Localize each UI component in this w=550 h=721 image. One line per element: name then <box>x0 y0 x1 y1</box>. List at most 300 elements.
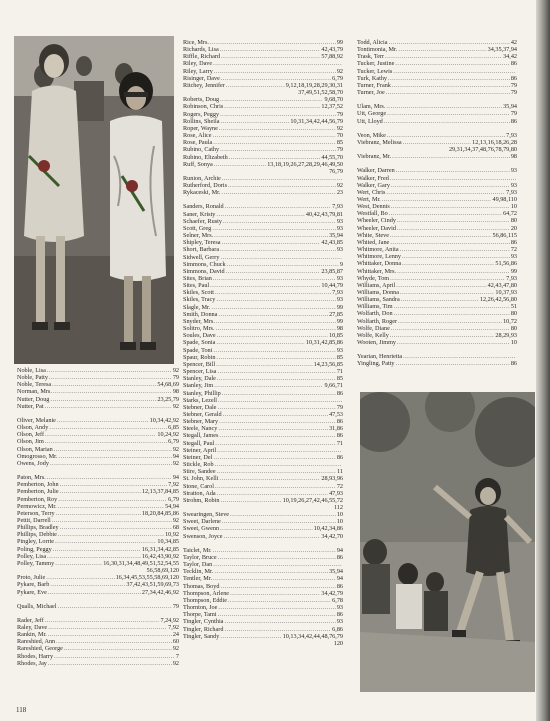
entry-pages: 68 <box>172 524 179 532</box>
index-entry <box>183 626 343 633</box>
leader-dots <box>52 381 156 388</box>
leader-dots <box>45 431 156 438</box>
entry-pages: 86 <box>336 582 343 590</box>
entry-pages: 10,72 <box>503 317 517 325</box>
leader-dots <box>223 218 336 225</box>
entry-name: Strohm, Robin <box>183 496 220 504</box>
entry-pages: 93 <box>336 604 343 612</box>
leader-dots <box>221 75 331 82</box>
entry-pages: 7 <box>175 652 179 660</box>
entry-pages: 28,29,93 <box>495 331 517 339</box>
entry-name: Sweet, Gwenn <box>183 525 220 533</box>
leader-dots <box>387 132 505 139</box>
index-entry <box>17 403 179 410</box>
entry-pages: 6,85 <box>168 424 179 432</box>
entry-pages: 86 <box>336 418 343 426</box>
index-entry <box>17 603 179 610</box>
entry-pages: 79 <box>172 602 179 610</box>
entry-pages: 35,94 <box>329 232 343 240</box>
entry-name: Stebner, Gerald <box>183 410 222 418</box>
entry-pages: 99 <box>336 303 343 311</box>
leader-dots <box>216 318 336 325</box>
entry-pages: 86 <box>336 432 343 440</box>
index-entry <box>357 268 517 275</box>
index-entry <box>357 246 517 253</box>
index-entry <box>357 339 517 346</box>
entry-name: Pemberton, John <box>17 481 59 489</box>
entry-name: Nutter, Pat <box>17 402 44 410</box>
entry-pages: 9 <box>339 260 343 268</box>
leader-dots <box>220 583 335 590</box>
leader-dots <box>214 161 266 168</box>
entry-name: Stratton, Ada <box>183 489 216 497</box>
entry-pages: 29,31,34,37,48,76,78,79,80 <box>448 146 517 154</box>
leader-dots <box>397 268 510 275</box>
leader-dots <box>218 425 328 432</box>
entry-name: Tingler, Sandy <box>183 632 220 640</box>
entry-pages: 86 <box>336 389 343 397</box>
entry-name: Soules, Dave <box>183 332 216 340</box>
entry-pages: 40,42,43,79,81 <box>305 210 343 218</box>
index-entry <box>183 511 343 518</box>
index-entry-continuation <box>183 168 343 175</box>
entry-pages: 9,66,71 <box>324 382 343 390</box>
entry-pages: 71 <box>336 368 343 376</box>
entry-pages: 72 <box>336 482 343 490</box>
index-entry <box>357 360 517 367</box>
entry-pages: 57,88,92 <box>321 53 343 61</box>
entry-name: Nutter, Doug <box>17 395 50 403</box>
entry-pages: 35,94 <box>503 103 517 111</box>
leader-dots <box>220 96 323 103</box>
entry-pages: 16,30,31,34,48,49,51,52,54,55 <box>103 559 179 567</box>
entry-name: Poling, Peggy <box>17 545 52 553</box>
entry-pages: 7,93 <box>332 203 343 211</box>
entry-pages: 85 <box>336 353 343 361</box>
entry-pages: 79 <box>172 374 179 382</box>
index-entry <box>183 189 343 196</box>
entry-pages: 14,23,56,85 <box>313 360 343 368</box>
index-entry <box>357 53 517 60</box>
entry-pages: 92 <box>336 182 343 190</box>
entry-name: Whited, Jane <box>357 238 390 246</box>
leader-dots <box>47 474 172 481</box>
entry-name: Stanley, Phillip <box>183 389 221 397</box>
entry-name: Rykaceski, Mr. <box>183 189 221 197</box>
entry-name: Spade, Sonia <box>183 339 216 347</box>
entry-pages: 92 <box>172 659 179 667</box>
index-entry <box>183 390 343 397</box>
entry-pages: 35,94 <box>329 568 343 576</box>
entry-name: Stebner, Mary <box>183 418 219 426</box>
entry-name: Wooten, Jimmy <box>357 339 397 347</box>
entry-pages: 27,85 <box>329 310 343 318</box>
leader-dots <box>54 446 172 453</box>
entry-name: Stegall, James <box>183 432 219 440</box>
leader-dots <box>391 203 510 210</box>
leader-dots <box>391 182 510 189</box>
entry-name: Simmons, David <box>183 267 225 275</box>
entry-name: Raley, Dave <box>17 624 48 631</box>
index-entry <box>183 568 343 575</box>
leader-dots <box>52 517 172 524</box>
entry-name: Rareshied, Ann <box>17 638 56 646</box>
leader-dots <box>386 103 502 110</box>
entry-name: Tingler, Cynthia <box>183 618 224 626</box>
entry-pages: 12,13,16,18,26,28 <box>472 138 517 146</box>
index-entry <box>183 590 343 597</box>
leader-dots <box>219 418 336 425</box>
entry-pages: 34,42,79 <box>321 589 343 597</box>
leader-dots <box>215 483 336 490</box>
entry-name: Olson, Andy <box>17 424 49 432</box>
leader-dots <box>218 554 336 561</box>
leader-dots <box>224 103 320 110</box>
index-column-1 <box>17 367 179 667</box>
entry-pages: 10,44,79 <box>321 282 343 290</box>
leader-dots <box>213 60 342 67</box>
leader-dots <box>393 68 516 75</box>
entry-pages: 93 <box>336 346 343 354</box>
entry-pages: 86 <box>510 74 517 82</box>
entry-name: Yearian, Henrietta <box>357 353 403 361</box>
entry-pages: 12,26,42,56,80 <box>479 296 517 304</box>
entry-pages: 85 <box>336 375 343 383</box>
entry-name: Rhodes, Harry <box>17 652 54 660</box>
entry-name: Owens, Jody <box>17 459 49 467</box>
entry-pages: 10,37,93 <box>495 289 517 296</box>
entry-pages: 70 <box>336 132 343 140</box>
index-entry <box>17 431 179 438</box>
leader-dots <box>46 574 114 581</box>
entry-pages: 92 <box>172 459 179 467</box>
index-entry <box>357 75 517 82</box>
index-entry <box>183 483 343 490</box>
leader-dots <box>391 325 510 332</box>
entry-name: Proto, Julie <box>17 574 46 582</box>
index-entry <box>183 454 343 461</box>
entry-pages: 93 <box>336 246 343 254</box>
entry-name: Wert, Chris <box>357 188 386 196</box>
entry-pages: 93 <box>336 296 343 304</box>
entry-pages: 37,42,43,51,59,69,73 <box>126 581 179 589</box>
leader-dots <box>214 568 328 575</box>
entry-name: Rhodes, Jay <box>17 659 47 667</box>
entry-pages: 6,79 <box>168 438 179 446</box>
index-entry <box>357 46 517 53</box>
index-gap <box>17 410 179 417</box>
entry-name: Runion, Archie <box>183 174 221 182</box>
page-number: 118 <box>16 706 27 714</box>
leader-dots <box>49 374 172 381</box>
entry-name: Viebranz, Melissa <box>357 138 402 146</box>
entry-pages: 98 <box>336 325 343 333</box>
leader-dots <box>402 253 510 260</box>
entry-name: Olson, Jim <box>17 438 44 446</box>
index-entry <box>183 397 343 404</box>
entry-pages: 7,92 <box>168 481 179 489</box>
entry-pages: 49,98,110 <box>492 195 517 203</box>
entry-name: Stanley, Jim <box>183 382 214 390</box>
entry-pages: 9,12,18,19,28,29,30,31 <box>285 81 343 89</box>
index-entry <box>183 53 343 60</box>
leader-dots <box>222 518 336 525</box>
leader-dots <box>223 411 328 418</box>
leader-dots <box>382 196 492 203</box>
entry-name: Taiclet, Mr. <box>183 546 212 554</box>
entry-pages: 86 <box>336 553 343 561</box>
leader-dots <box>395 360 509 367</box>
entry-pages: 6,78 <box>332 596 343 604</box>
entry-name: Ritchey, Jennifer <box>183 81 225 89</box>
entry-pages: 51 <box>510 303 517 311</box>
entry-pages: 94 <box>172 474 179 482</box>
index-entry <box>357 110 517 117</box>
entry-name: Spencer, Lisa <box>183 368 217 376</box>
index-entry <box>17 653 179 660</box>
leader-dots <box>50 581 125 588</box>
leader-dots <box>403 353 516 360</box>
index-entry <box>183 461 343 468</box>
entry-pages: 86 <box>336 453 343 461</box>
entry-name: Smith, Donna <box>183 310 218 318</box>
index-entry <box>357 182 517 189</box>
entry-name: Veon, Mike <box>357 131 386 139</box>
leader-dots <box>213 547 336 554</box>
entry-name: West, Dennis <box>357 203 390 211</box>
entry-name: Sidwell, Gerry <box>183 253 220 261</box>
entry-pages: 92 <box>172 402 179 410</box>
index-entry <box>17 496 179 503</box>
entry-pages: 76,79 <box>329 167 343 175</box>
entry-pages: 10,24,92 <box>157 431 179 439</box>
index-entry <box>183 339 343 346</box>
leader-dots <box>50 396 156 403</box>
leader-dots <box>220 246 336 253</box>
leader-dots <box>58 603 172 610</box>
entry-name: Walker, Fred <box>357 174 389 182</box>
leader-dots <box>226 82 285 89</box>
index-entry <box>357 239 517 246</box>
entry-name: Thorpe, Tami <box>183 611 217 619</box>
index-entry <box>17 438 179 445</box>
entry-pages: 10 <box>510 203 517 211</box>
entry-name: Spaur, Robin <box>183 353 216 361</box>
leader-dots <box>53 388 172 395</box>
entry-name: Turk, Kathy <box>357 74 388 82</box>
entry-pages: 6,79 <box>332 74 343 82</box>
index-entry <box>357 139 517 146</box>
entry-pages: 92 <box>172 367 179 374</box>
leader-dots <box>219 432 335 439</box>
leader-dots <box>219 125 336 132</box>
entry-pages: 93 <box>510 167 517 175</box>
entry-name: Westfall, Bo <box>357 210 388 218</box>
leader-dots <box>396 282 486 289</box>
leader-dots <box>48 660 172 667</box>
entry-pages: 56,58,69,120 <box>146 567 179 575</box>
leader-dots <box>217 404 335 411</box>
entry-pages: 10,31,34,42,44,56,79 <box>290 117 343 125</box>
index-entry <box>183 311 343 318</box>
leader-dots <box>45 617 160 624</box>
entry-name: Selner, Mrs. <box>183 232 214 240</box>
entry-pages: 98 <box>510 153 517 161</box>
entry-name: Tucker, Justine <box>357 60 395 68</box>
leader-dots <box>219 475 320 482</box>
entry-name: Stebner, Dale <box>183 403 217 411</box>
leader-dots <box>397 225 510 232</box>
entry-name: Yingling, Patty <box>357 360 395 368</box>
entry-pages: 120 <box>333 639 343 647</box>
entry-pages: 42,43,85 <box>321 239 343 247</box>
leader-dots <box>390 232 492 239</box>
entry-name: Taylor, Dan <box>183 561 213 569</box>
entry-pages: 42,43,47,80 <box>487 281 517 289</box>
entry-name: Whitmore, Anita <box>357 246 399 254</box>
entry-pages: 71 <box>336 439 343 447</box>
entry-name: Swenson, Joyce <box>183 532 223 540</box>
entry-name: Roper, Wayne <box>183 124 218 132</box>
entry-name: Short, Barbara <box>183 246 220 254</box>
leader-dots <box>389 39 510 46</box>
entry-pages: 47,93 <box>329 489 343 497</box>
index-gap <box>17 596 179 603</box>
index-entry-continuation <box>183 504 343 511</box>
index-entry <box>183 583 343 590</box>
index-entry <box>17 538 179 545</box>
entry-name: Tingler, Richard <box>183 625 224 633</box>
leader-dots <box>230 511 336 518</box>
entry-pages: 24 <box>172 631 179 639</box>
entry-pages: 10,34,85 <box>157 538 179 546</box>
entry-pages: 28,93,96 <box>321 475 343 483</box>
entry-pages: 92 <box>336 124 343 132</box>
entry-name: Stegall, Paul <box>183 439 215 447</box>
index-entry <box>357 332 517 339</box>
entry-pages: 12,37,52 <box>321 103 343 111</box>
index-entry <box>17 453 179 460</box>
entry-pages: 79 <box>510 110 517 118</box>
index-entry <box>183 96 343 103</box>
index-entry <box>357 82 517 89</box>
index-entry <box>183 139 343 146</box>
index-entry <box>17 481 179 488</box>
entry-name: Wolfe, Diane <box>357 324 390 332</box>
index-entry <box>183 304 343 311</box>
index-entry <box>183 475 343 482</box>
leader-dots <box>222 175 342 182</box>
entry-name: Wheeler, David <box>357 224 396 232</box>
index-entry <box>183 497 343 504</box>
index-entry <box>183 75 343 82</box>
entry-pages: 98 <box>172 388 179 396</box>
leader-dots <box>60 488 141 495</box>
leader-dots <box>226 268 321 275</box>
leader-dots <box>216 354 335 361</box>
index-entry <box>17 396 179 403</box>
index-entry <box>183 518 343 525</box>
leader-dots <box>218 397 342 404</box>
entry-name: Ruff, Sonya <box>183 160 213 168</box>
leader-dots <box>387 110 510 117</box>
entry-name: Tentler, Mr. <box>183 575 213 583</box>
entry-pages: 37,49,51,52,58,70 <box>298 89 343 97</box>
leader-dots <box>220 146 336 153</box>
leader-dots <box>216 361 313 368</box>
entry-name: White, Steve <box>357 231 389 239</box>
index-entry-continuation <box>17 567 179 574</box>
index-entry <box>17 638 179 645</box>
index-entry <box>183 604 343 611</box>
entry-pages: 10,92 <box>165 531 179 539</box>
leader-dots <box>221 53 320 60</box>
leader-dots <box>394 303 510 310</box>
index-entry <box>17 503 179 510</box>
index-entry <box>183 268 343 275</box>
entry-name: Noble, Teresa <box>17 381 52 389</box>
entry-name: Thompson, Eddie <box>183 596 227 604</box>
index-gap <box>17 467 179 474</box>
index-entry <box>17 531 179 538</box>
leader-dots <box>400 289 494 296</box>
leader-dots <box>215 325 335 332</box>
leader-dots <box>58 453 171 460</box>
leader-dots <box>60 524 172 531</box>
entry-pages: 27,34,42,46,92 <box>141 588 179 596</box>
index-entry <box>17 381 179 388</box>
entry-name: Ulam, Mrs. <box>357 103 386 111</box>
entry-name: Slagle, Mr. <box>183 303 211 311</box>
index-entry <box>183 611 343 618</box>
leader-dots <box>390 275 505 282</box>
index-entry <box>357 153 517 160</box>
leader-dots <box>220 497 281 504</box>
index-entry-continuation <box>183 89 343 96</box>
entry-name: Olson, Jeff <box>17 431 45 439</box>
two-girls-image <box>14 36 174 364</box>
entry-name: Schaefer, Rusty <box>183 217 222 225</box>
leader-dots <box>49 424 167 431</box>
entry-name: Rubino, Elizabeth <box>183 153 228 161</box>
entry-name: Oliver, Melanie <box>17 416 56 424</box>
index-entry <box>357 325 517 332</box>
entry-pages: 92 <box>336 67 343 75</box>
index-entry <box>183 418 343 425</box>
index-entry <box>183 296 343 303</box>
leader-dots <box>45 438 167 445</box>
index-entry <box>183 332 343 339</box>
index-entry <box>183 132 343 139</box>
entry-pages: 92 <box>172 516 179 524</box>
entry-name: Polley, Lisa <box>17 552 47 560</box>
leader-dots <box>220 118 289 125</box>
leader-dots <box>217 447 342 454</box>
entry-name: Stire, Sandee <box>183 468 216 476</box>
leader-dots <box>55 560 102 567</box>
index-entry <box>183 103 343 110</box>
entry-pages: 86 <box>510 117 517 125</box>
entry-name: Norman, Mrs. <box>17 388 52 396</box>
entry-name: Steiner, Del <box>183 453 213 461</box>
entry-pages: 94 <box>336 546 343 554</box>
entry-pages: 7,93 <box>332 289 343 297</box>
entry-name: Pingley, Lorrie <box>17 538 55 546</box>
leader-dots <box>227 261 339 268</box>
leader-dots <box>224 533 321 540</box>
entry-pages: 51,56,86 <box>495 260 517 268</box>
index-entry <box>17 574 179 581</box>
